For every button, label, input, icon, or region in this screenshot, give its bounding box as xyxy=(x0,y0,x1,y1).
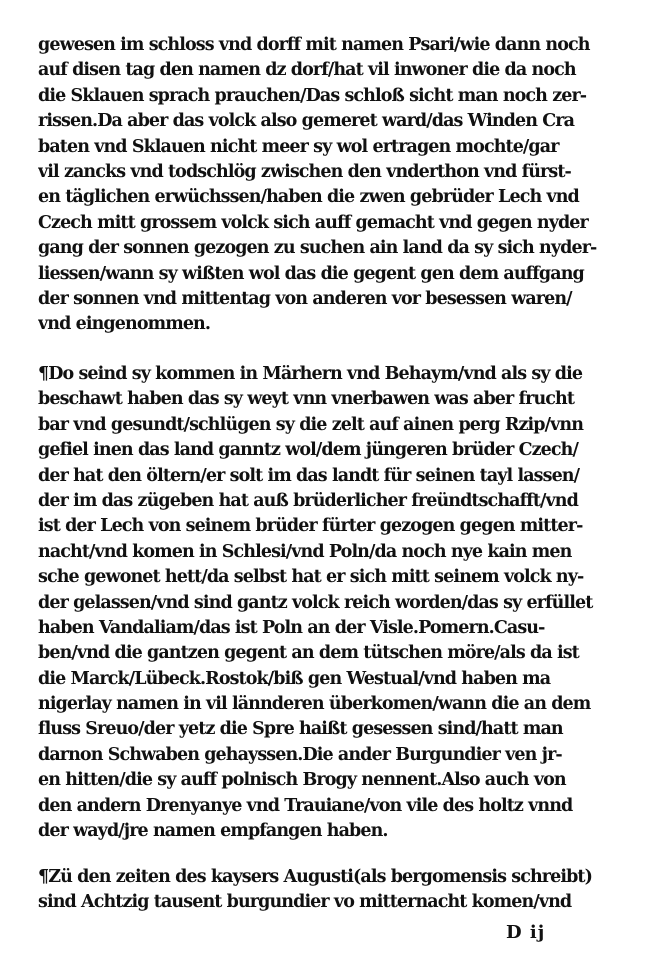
text-line: auf disen tag den namen dz dorf/hat vil inwoner die da noch xyxy=(38,60,576,81)
text-line: darnon Schwaben gehayssen.Die ander Burgundier ven jr- xyxy=(38,744,562,765)
text-line: sche gewonet hett/da selbst hat er sich mitt seinem volck ny- xyxy=(38,567,584,588)
paragraph-2 xyxy=(38,362,622,844)
text-line: fluss Sreuo/der yetz die Spre haißt gesessen sind/hatt man xyxy=(38,719,563,740)
text-line: sind Achtzig tausent burgundier vo mitternacht komen/vnd xyxy=(38,892,572,913)
text-line: der gelassen/vnd sind gantz volck reich worden/das sy erfüllet xyxy=(38,592,593,613)
text-line: ist der Lech von seinem brüder fürter gezogen gegen mitter- xyxy=(38,516,583,537)
text-line: der wayd/jre namen empfangen haben. xyxy=(38,821,388,842)
text-line: baten vnd Sklauen nicht meer sy wol ertragen mochte/gar xyxy=(38,136,559,157)
text-line: der hat den öltern/er solt im das landt für seinen tayl lassen/ xyxy=(38,465,580,486)
text-line: en täglichen erwüchssen/haben die zwen gebrüder Lech vnd xyxy=(38,187,579,208)
text-line: haben Vandaliam/das ist Poln an der Visle.Pomern.Casu- xyxy=(38,617,545,638)
text-line: den andern Drenyanye vnd Trauiane/von vile des holtz vnnd xyxy=(38,795,573,816)
text-line: rissen.Da aber das volck also gemeret ward/das Winden Cra xyxy=(38,111,575,132)
text-line: ¶Do seind sy kommen in Märhern vnd Behaym/vnd als sy die xyxy=(38,364,583,384)
text-line: liessen/wann sy wißten wol das die gegent gen dem auffgang xyxy=(38,263,584,284)
text-line: beschawt haben das sy weyt vnn vnerbawen was aber frucht xyxy=(38,389,575,410)
text-line: Czech mitt grossem volck sich auff gemacht vnd gegen nyder xyxy=(38,212,588,233)
text-line: nacht/vnd komen in Schlesi/vnd Poln/da noch nye kain men xyxy=(38,541,572,562)
text-line: vnd eingenommen. xyxy=(38,314,211,335)
text-line: gefiel inen das land ganntz wol/dem jüngeren brüder Czech/ xyxy=(38,440,578,461)
text-line: ben/vnd die gantzen gegent an dem tütschen möre/als da ist xyxy=(38,643,579,664)
text-line: bar vnd gesundt/schlügen sy die zelt auf ainen perg Rzip/vnn xyxy=(38,414,584,435)
text-line: en hitten/die sy auff polnisch Brogy nennent.Also auch von xyxy=(38,770,566,791)
text-line: der sonnen vnd mittentag von anderen vor besessen waren/ xyxy=(38,288,572,309)
paragraph-3 xyxy=(38,865,622,916)
signature-mark: D ij xyxy=(506,922,546,943)
text-line: die Sklauen sprach prauchen/Das schloß sicht man noch zer- xyxy=(38,85,587,106)
text-line: die Marck/Lübeck.Rostok/biß gen Westual/vnd haben ma xyxy=(38,668,551,689)
text-line: vil zancks vnd todschlög zwischen den vnderthon vnd fürst- xyxy=(38,161,571,182)
paragraph-1 xyxy=(38,33,622,338)
text-line: gang der sonnen gezogen zu suchen ain land da sy sich nyder- xyxy=(38,238,597,259)
text-line: der im das zügeben hat auß brüderlicher freündtschafft/vnd xyxy=(38,490,578,511)
text-line: nigerlay namen in vil lännderen überkomen/wann die an dem xyxy=(38,694,591,715)
text-line: ¶Zü den zeiten des kaysers Augusti(als bergomensis schreibt) xyxy=(38,867,592,887)
text-line: gewesen im schloss vnd dorff mit namen Psari/wie dann noch xyxy=(38,35,590,55)
